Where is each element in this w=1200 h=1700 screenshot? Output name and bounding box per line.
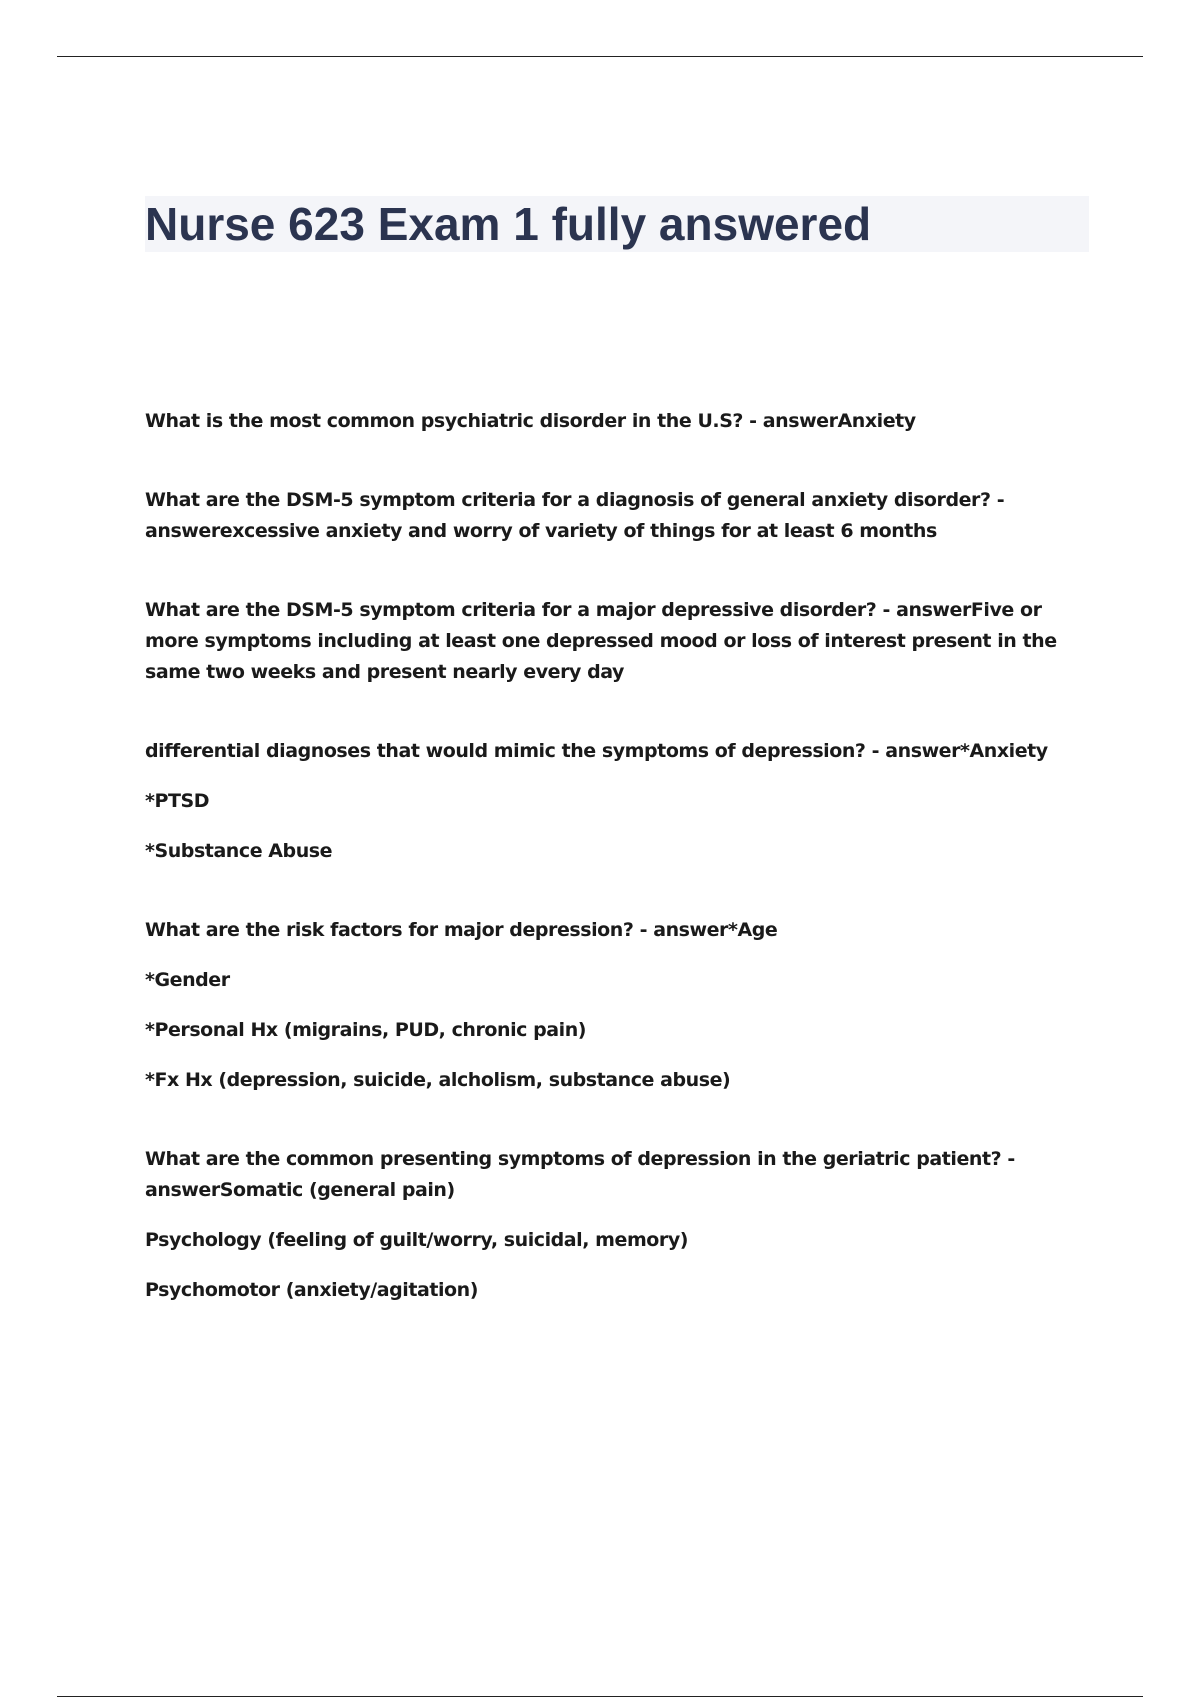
qa-line: *PTSD xyxy=(145,790,210,812)
qa-item-3 xyxy=(145,595,1089,688)
qa-line: Psychology (feeling of guilt/worry, suicidal, memory) xyxy=(145,1229,688,1251)
qa-line: What are the risk factors for major depression? - answer*Age xyxy=(145,919,778,941)
qa-line: *Personal Hx (migrains, PUD, chronic pain) xyxy=(145,1019,587,1041)
qa-line: *Substance Abuse xyxy=(145,840,333,862)
qa-line: *Gender xyxy=(145,969,230,991)
top-divider xyxy=(57,56,1143,57)
qa-line: What is the most common psychiatric disorder in the U.S? - answerAnxiety xyxy=(145,410,916,432)
qa-line: differential diagnoses that would mimic the symptoms of depression? - answer*Anxiety xyxy=(145,740,1048,762)
qa-item-4 xyxy=(145,736,1089,867)
qa-item-5 xyxy=(145,915,1089,1096)
qa-item-1 xyxy=(145,406,1089,437)
qa-line: What are the DSM-5 symptom criteria for a diagnosis of general anxiety disorder? - answerexcessive anxiety and worry of variety of things for at least 6 months xyxy=(145,489,1005,542)
qa-line: What are the common presenting symptoms of depression in the geriatric patient? - answerSomatic (general pain) xyxy=(145,1148,1015,1201)
qa-line: *Fx Hx (depression, suicide, alcholism, substance abuse) xyxy=(145,1069,731,1091)
bottom-divider xyxy=(57,1696,1143,1697)
document-body xyxy=(145,406,1089,1354)
qa-item-2 xyxy=(145,485,1089,547)
qa-line: What are the DSM-5 symptom criteria for a major depressive disorder? - answerFive or more symptoms including at least one depressed mood or loss of interest present in the same two weeks and present nearly every day xyxy=(145,599,1057,683)
document-title: Nurse 623 Exam 1 fully answered xyxy=(145,198,872,250)
qa-line: Psychomotor (anxiety/agitation) xyxy=(145,1279,478,1301)
qa-item-6 xyxy=(145,1144,1089,1306)
